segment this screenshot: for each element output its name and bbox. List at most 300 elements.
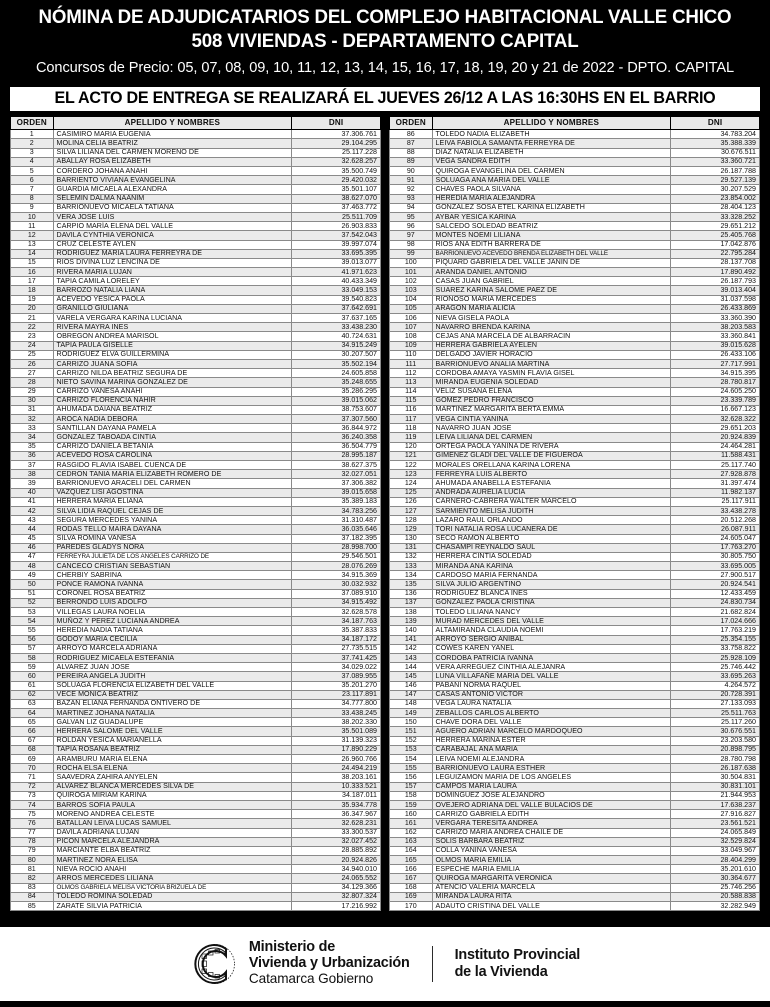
cell-orden: 59 bbox=[11, 663, 54, 672]
cell-orden: 15 bbox=[11, 258, 54, 267]
cell-nombre: AYBAR YESICA KARINA bbox=[432, 212, 671, 221]
cell-nombre: SANTILLAN DAYANA PAMELA bbox=[53, 424, 292, 433]
cell-orden: 8 bbox=[11, 194, 54, 203]
cell-nombre: COLLA YANINA VANESA bbox=[432, 846, 671, 855]
cell-nombre: MOLINA CELIA BEATRIZ bbox=[53, 139, 292, 148]
cell-nombre: ZARATE SILVIA PATRICIA bbox=[53, 902, 292, 911]
cell-orden: 61 bbox=[11, 681, 54, 690]
cell-orden: 145 bbox=[390, 672, 433, 681]
cell-orden: 91 bbox=[390, 176, 433, 185]
cell-dni: 38.203.583 bbox=[671, 323, 760, 332]
cell-nombre: CARABAJAL ANA MARIA bbox=[432, 745, 671, 754]
cell-dni: 32.628.578 bbox=[292, 608, 381, 617]
table-row bbox=[390, 130, 760, 139]
cell-nombre: CORDOBA PATRICIA IVANNA bbox=[432, 653, 671, 662]
table-row bbox=[11, 222, 381, 231]
cell-orden: 70 bbox=[11, 764, 54, 773]
cell-orden: 53 bbox=[11, 608, 54, 617]
cell-orden: 154 bbox=[390, 755, 433, 764]
cell-orden: 110 bbox=[390, 350, 433, 359]
cell-nombre: CHAVE DORA DEL VALLE bbox=[432, 718, 671, 727]
cell-nombre: SOLUAGA ANA MARIA DEL VALLE bbox=[432, 176, 671, 185]
table-row bbox=[390, 791, 760, 800]
cell-nombre: LEIVA FABIOLA SAMANTA FERREYRA DE bbox=[432, 139, 671, 148]
cell-orden: 166 bbox=[390, 865, 433, 874]
cell-nombre: NIEVA GISELA PAOLA bbox=[432, 314, 671, 323]
table-row bbox=[390, 516, 760, 525]
cell-orden: 108 bbox=[390, 332, 433, 341]
cell-dni: 25.117.740 bbox=[671, 461, 760, 470]
table-row bbox=[11, 663, 381, 672]
table-row bbox=[390, 451, 760, 460]
table-row bbox=[11, 442, 381, 451]
cell-nombre: LAZARO RAUL ORLANDO bbox=[432, 516, 671, 525]
ministry-line3: Catamarca Gobierno bbox=[248, 970, 374, 986]
table-row bbox=[390, 552, 760, 561]
table-row bbox=[390, 672, 760, 681]
ipv-line1: Instituto Provincial bbox=[454, 947, 581, 964]
cell-orden: 34 bbox=[11, 433, 54, 442]
cell-dni: 29.651.212 bbox=[671, 222, 760, 231]
cell-orden: 10 bbox=[11, 212, 54, 221]
table-row bbox=[390, 506, 760, 515]
cell-nombre: ALTAMIRANDA CLAUDIA NOEMI bbox=[432, 626, 671, 635]
cell-nombre: GRANILLO GIULIANA bbox=[53, 304, 292, 313]
cell-dni: 33.438.245 bbox=[292, 709, 381, 718]
table-row bbox=[390, 543, 760, 552]
cell-dni: 33.758.822 bbox=[671, 644, 760, 653]
cell-nombre: TOLEDO ROMINA SOLEDAD bbox=[53, 892, 292, 901]
cell-orden: 30 bbox=[11, 396, 54, 405]
cell-orden: 165 bbox=[390, 856, 433, 865]
cell-dni: 31.397.474 bbox=[671, 479, 760, 488]
cell-nombre: ACEVEDO YESICA PAOLA bbox=[53, 295, 292, 304]
cell-orden: 46 bbox=[11, 543, 54, 552]
cell-dni: 30.364.677 bbox=[671, 874, 760, 883]
cell-nombre: SARMIENTO MELISA JUDITH bbox=[432, 506, 671, 515]
cell-orden: 28 bbox=[11, 378, 54, 387]
cell-dni: 27.928.878 bbox=[671, 470, 760, 479]
cell-dni: 36.035.646 bbox=[292, 525, 381, 534]
cell-orden: 124 bbox=[390, 479, 433, 488]
cell-nombre: CANCECO CRISTIAN SEBASTIAN bbox=[53, 562, 292, 571]
table-row bbox=[390, 148, 760, 157]
cell-dni: 32.628.231 bbox=[292, 819, 381, 828]
cell-dni: 24.605.047 bbox=[671, 534, 760, 543]
cell-dni: 33.438.230 bbox=[292, 323, 381, 332]
table-row bbox=[390, 350, 760, 359]
cell-orden: 2 bbox=[11, 139, 54, 148]
table-row bbox=[390, 396, 760, 405]
cell-dni: 30.676.551 bbox=[671, 727, 760, 736]
table-row bbox=[11, 745, 381, 754]
cell-orden: 123 bbox=[390, 470, 433, 479]
cell-orden: 47 bbox=[11, 552, 54, 561]
table-row bbox=[390, 810, 760, 819]
cell-nombre: ARAGON MARIA ALICIA bbox=[432, 304, 671, 313]
cell-nombre: CHAVES PAOLA SILVANA bbox=[432, 185, 671, 194]
cell-orden: 77 bbox=[11, 828, 54, 837]
cell-orden: 126 bbox=[390, 497, 433, 506]
cell-orden: 93 bbox=[390, 194, 433, 203]
cell-dni: 30.207.529 bbox=[671, 185, 760, 194]
cell-dni: 41.971.623 bbox=[292, 268, 381, 277]
cell-nombre: BARRIONUEVO LAURA ESTHER bbox=[432, 764, 671, 773]
cell-dni: 37.307.560 bbox=[292, 415, 381, 424]
table-row bbox=[390, 589, 760, 598]
cell-dni: 29.527.139 bbox=[671, 176, 760, 185]
table-row bbox=[390, 580, 760, 589]
left-table-container bbox=[9, 115, 382, 912]
table-row bbox=[390, 433, 760, 442]
cell-nombre: DOMINGUEZ JOSE ALEJANDRO bbox=[432, 791, 671, 800]
cell-orden: 128 bbox=[390, 516, 433, 525]
table-row bbox=[11, 626, 381, 635]
cell-orden: 136 bbox=[390, 589, 433, 598]
cell-dni: 23.117.891 bbox=[292, 690, 381, 699]
table-row bbox=[390, 865, 760, 874]
table-row bbox=[390, 249, 760, 258]
table-row bbox=[11, 240, 381, 249]
cell-orden: 76 bbox=[11, 819, 54, 828]
table-row bbox=[11, 699, 381, 708]
table-row bbox=[390, 176, 760, 185]
table-row bbox=[11, 653, 381, 662]
cell-dni: 39.015.658 bbox=[292, 488, 381, 497]
cell-nombre: NAVARRO JUAN JOSE bbox=[432, 424, 671, 433]
cell-nombre: PEREIRA ANGELA JUDITH bbox=[53, 672, 292, 681]
table-row bbox=[390, 461, 760, 470]
cell-orden: 106 bbox=[390, 314, 433, 323]
cell-orden: 98 bbox=[390, 240, 433, 249]
cell-dni: 37.089.955 bbox=[292, 672, 381, 681]
cell-dni: 34.915.492 bbox=[292, 598, 381, 607]
cell-nombre: MIRANDA ANA KARINA bbox=[432, 562, 671, 571]
cell-orden: 127 bbox=[390, 506, 433, 515]
cell-orden: 82 bbox=[11, 874, 54, 883]
cell-dni: 25.511.709 bbox=[292, 212, 381, 221]
cell-nombre: QUIROGA EVANGELINA DEL CARMEN bbox=[432, 167, 671, 176]
table-row bbox=[11, 203, 381, 212]
cell-nombre: ARROYO SERGIO ANIBAL bbox=[432, 635, 671, 644]
table-row bbox=[11, 295, 381, 304]
cell-dni: 25.405.768 bbox=[671, 231, 760, 240]
cell-orden: 63 bbox=[11, 699, 54, 708]
cell-nombre: CARRIZO DANIELA BETANIA bbox=[53, 442, 292, 451]
cell-nombre: LEIVA LILIANA DEL CARMEN bbox=[432, 433, 671, 442]
left-table-body bbox=[11, 130, 381, 911]
cell-nombre: MIRANDA EUGENIA SOLEDAD bbox=[432, 378, 671, 387]
cell-nombre: CEJAS ANA MARCELA DE ALBARRACIN bbox=[432, 332, 671, 341]
cell-dni: 34.187.011 bbox=[292, 791, 381, 800]
cell-nombre: CARRIZO VANESA ANAHI bbox=[53, 387, 292, 396]
cell-nombre: VELIZ SUSANA ELENA bbox=[432, 387, 671, 396]
table-row bbox=[11, 791, 381, 800]
table-row bbox=[390, 653, 760, 662]
cell-orden: 111 bbox=[390, 359, 433, 368]
cell-orden: 162 bbox=[390, 828, 433, 837]
table-row bbox=[11, 369, 381, 378]
cell-orden: 119 bbox=[390, 433, 433, 442]
cell-orden: 17 bbox=[11, 277, 54, 286]
ipv-line2: de la Vivienda bbox=[454, 963, 548, 980]
cell-orden: 32 bbox=[11, 415, 54, 424]
cell-orden: 160 bbox=[390, 810, 433, 819]
table-row bbox=[390, 479, 760, 488]
cell-dni: 12.433.459 bbox=[671, 589, 760, 598]
cell-nombre: GONZALEZ SOSA ETEL KARINA ELIZABETH bbox=[432, 203, 671, 212]
cell-orden: 16 bbox=[11, 268, 54, 277]
cell-dni: 23.854.002 bbox=[671, 194, 760, 203]
cell-dni: 39.015.628 bbox=[671, 341, 760, 350]
cell-nombre: MONTES NOEMI LILIANA bbox=[432, 231, 671, 240]
cell-dni: 22.795.284 bbox=[671, 249, 760, 258]
cell-orden: 150 bbox=[390, 718, 433, 727]
table-row bbox=[11, 709, 381, 718]
table-row bbox=[390, 755, 760, 764]
cell-dni: 23.203.580 bbox=[671, 736, 760, 745]
table-row bbox=[11, 589, 381, 598]
cell-dni: 31.037.598 bbox=[671, 295, 760, 304]
cell-orden: 102 bbox=[390, 277, 433, 286]
table-row bbox=[390, 415, 760, 424]
table-row bbox=[11, 764, 381, 773]
cell-dni: 29.546.501 bbox=[292, 552, 381, 561]
table-row bbox=[390, 709, 760, 718]
poster-header bbox=[0, 0, 770, 81]
table-row bbox=[390, 387, 760, 396]
cell-dni: 27.133.093 bbox=[671, 699, 760, 708]
cell-dni: 36.844.972 bbox=[292, 424, 381, 433]
cell-dni: 25.117.228 bbox=[292, 148, 381, 157]
table-row bbox=[390, 626, 760, 635]
cell-orden: 5 bbox=[11, 167, 54, 176]
cell-dni: 26.187.638 bbox=[671, 764, 760, 773]
cell-dni: 39.015.062 bbox=[292, 396, 381, 405]
cell-nombre: ANDRADA AURELIA LUCIA bbox=[432, 488, 671, 497]
cell-nombre: SILVA LIDIA RAQUEL CEJAS DE bbox=[53, 506, 292, 515]
cell-dni: 23.339.789 bbox=[671, 396, 760, 405]
cell-nombre: OVEJERO ADRIANA DEL VALLE BULACIOS DE bbox=[432, 800, 671, 809]
table-row bbox=[11, 359, 381, 368]
cell-dni: 32.282.949 bbox=[671, 902, 760, 911]
cell-nombre: COWES KAREN YANEL bbox=[432, 644, 671, 653]
cell-nombre: ZEBALLOS CARLOS ALBERTO bbox=[432, 709, 671, 718]
cell-nombre: VERA ARREGUEZ CINTHIA ALEJANRA bbox=[432, 663, 671, 672]
cell-orden: 89 bbox=[390, 157, 433, 166]
table-row bbox=[11, 451, 381, 460]
cell-dni: 23.561.521 bbox=[671, 819, 760, 828]
cell-dni: 35.389.183 bbox=[292, 497, 381, 506]
cell-nombre: RODRIGUEZ ELVA GUILLERMINA bbox=[53, 350, 292, 359]
cell-dni: 34.777.800 bbox=[292, 699, 381, 708]
cell-orden: 99 bbox=[390, 249, 433, 258]
table-row bbox=[390, 837, 760, 846]
cell-orden: 125 bbox=[390, 488, 433, 497]
cell-orden: 74 bbox=[11, 800, 54, 809]
cell-nombre: AHUMADA DAIANA BEATRIZ bbox=[53, 405, 292, 414]
cell-orden: 58 bbox=[11, 653, 54, 662]
table-row bbox=[390, 424, 760, 433]
cell-dni: 11.588.431 bbox=[671, 451, 760, 460]
cell-nombre: BAZAN ELIANA FERNANDA ONTIVERO DE bbox=[53, 699, 292, 708]
table-row bbox=[11, 543, 381, 552]
cell-dni: 32.027.051 bbox=[292, 470, 381, 479]
cell-dni: 30.805.750 bbox=[671, 552, 760, 561]
cell-orden: 115 bbox=[390, 396, 433, 405]
cell-nombre: DAVILA ADRIANA LUJAN bbox=[53, 828, 292, 837]
cell-nombre: TOLEDO NADIA ELIZABETH bbox=[432, 130, 671, 139]
cell-nombre: CARRIZO MARIA ANDREA CHAILE DE bbox=[432, 828, 671, 837]
cell-dni: 28.076.269 bbox=[292, 562, 381, 571]
cell-nombre: SAAVEDRA ZAHIRA ANYELEN bbox=[53, 773, 292, 782]
cell-orden: 163 bbox=[390, 837, 433, 846]
cell-nombre: VERA JOSE LUIS bbox=[53, 212, 292, 221]
cell-orden: 56 bbox=[11, 635, 54, 644]
table-row bbox=[11, 892, 381, 901]
announcement-text: EL ACTO DE ENTREGA SE REALIZARÁ EL JUEVES 26/12 A LAS 16:30HS EN EL BARRIO bbox=[54, 88, 716, 108]
cell-dni: 17.024.666 bbox=[671, 617, 760, 626]
cell-dni: 36.347.967 bbox=[292, 810, 381, 819]
cell-orden: 48 bbox=[11, 562, 54, 571]
cell-nombre: GIMENEZ GLADI DEL VALLE DE FIGUEROA bbox=[432, 451, 671, 460]
cell-orden: 129 bbox=[390, 525, 433, 534]
cell-dni: 20.728.391 bbox=[671, 690, 760, 699]
table-row bbox=[11, 902, 381, 911]
cell-nombre: CHERBIY SABRINA bbox=[53, 571, 292, 580]
cell-orden: 79 bbox=[11, 846, 54, 855]
table-row bbox=[11, 148, 381, 157]
cell-dni: 30.831.101 bbox=[671, 782, 760, 791]
cell-dni: 37.463.772 bbox=[292, 203, 381, 212]
cell-nombre: BARRIENTO VIVIANA EVANGELINA bbox=[53, 176, 292, 185]
cell-nombre: VEGA SANDRA EDITH bbox=[432, 157, 671, 166]
table-row bbox=[11, 323, 381, 332]
table-row bbox=[390, 718, 760, 727]
table-row bbox=[11, 617, 381, 626]
cell-dni: 28.885.892 bbox=[292, 846, 381, 855]
cell-orden: 170 bbox=[390, 902, 433, 911]
cell-nombre: GONZALEZ PAOLA CRISTINA bbox=[432, 598, 671, 607]
cell-orden: 164 bbox=[390, 846, 433, 855]
cell-dni: 35.387.833 bbox=[292, 626, 381, 635]
cell-orden: 148 bbox=[390, 699, 433, 708]
cell-orden: 25 bbox=[11, 350, 54, 359]
cell-nombre: TAPIA ROSANA BEATRIZ bbox=[53, 745, 292, 754]
cell-orden: 107 bbox=[390, 323, 433, 332]
table-row bbox=[11, 883, 381, 892]
cell-orden: 4 bbox=[11, 157, 54, 166]
table-row bbox=[11, 139, 381, 148]
cell-nombre: CORDERO JOHANA ANAHI bbox=[53, 167, 292, 176]
table-row bbox=[11, 249, 381, 258]
cell-orden: 120 bbox=[390, 442, 433, 451]
table-row bbox=[390, 598, 760, 607]
cell-nombre: CORONEL ROSA BEATRIZ bbox=[53, 589, 292, 598]
cell-nombre: LUNA VILLAFAÑE MARIA DEL VALLE bbox=[432, 672, 671, 681]
right-table bbox=[389, 116, 760, 911]
cell-nombre: MARCIANTE ELBA BEATRIZ bbox=[53, 846, 292, 855]
table-header-row bbox=[390, 116, 760, 129]
cell-orden: 42 bbox=[11, 506, 54, 515]
cell-nombre: SILVA LILIANA DEL CARMEN MORENO DE bbox=[53, 148, 292, 157]
cell-dni: 33.360.721 bbox=[671, 157, 760, 166]
cell-dni: 17.763.219 bbox=[671, 626, 760, 635]
cell-dni: 35.502.194 bbox=[292, 359, 381, 368]
cell-nombre: CASIMIRO MARIA EUGENIA bbox=[53, 130, 292, 139]
cell-orden: 147 bbox=[390, 690, 433, 699]
cell-dni: 34.029.022 bbox=[292, 663, 381, 672]
table-row bbox=[390, 782, 760, 791]
ipv-name bbox=[455, 947, 581, 979]
cell-nombre: CAMPOS MARIA LAURA bbox=[432, 782, 671, 791]
cell-orden: 121 bbox=[390, 451, 433, 460]
cell-orden: 135 bbox=[390, 580, 433, 589]
cell-dni: 26.087.911 bbox=[671, 525, 760, 534]
cell-orden: 19 bbox=[11, 295, 54, 304]
cell-dni: 37.089.910 bbox=[292, 589, 381, 598]
table-row bbox=[11, 167, 381, 176]
table-row bbox=[11, 534, 381, 543]
table-row bbox=[390, 745, 760, 754]
cell-nombre: BARROS SOFIA PAULA bbox=[53, 800, 292, 809]
table-row bbox=[390, 874, 760, 883]
cell-dni: 21.682.824 bbox=[671, 608, 760, 617]
cell-orden: 7 bbox=[11, 185, 54, 194]
table-row bbox=[11, 157, 381, 166]
cell-dni: 32.628.322 bbox=[671, 415, 760, 424]
cell-orden: 144 bbox=[390, 663, 433, 672]
cell-dni: 25.354.155 bbox=[671, 635, 760, 644]
cell-dni: 26.903.833 bbox=[292, 222, 381, 231]
cell-nombre: HERRERA CINTIA SOLEDAD bbox=[432, 552, 671, 561]
cell-dni: 33.360.841 bbox=[671, 332, 760, 341]
cell-nombre: HERRERA MARINA ESTER bbox=[432, 736, 671, 745]
table-row bbox=[11, 856, 381, 865]
cell-nombre: ORTEGA PAOLA YANINA DE RIVERA bbox=[432, 442, 671, 451]
cell-orden: 157 bbox=[390, 782, 433, 791]
cell-nombre: BARROZO NATALIA LIANA bbox=[53, 286, 292, 295]
table-row bbox=[390, 764, 760, 773]
cell-orden: 36 bbox=[11, 451, 54, 460]
table-row bbox=[390, 644, 760, 653]
cell-nombre: MARTINEZ NORA ELISA bbox=[53, 856, 292, 865]
cell-dni: 35.201.610 bbox=[671, 865, 760, 874]
cell-nombre: ROLDAN YESICA MARIANELLA bbox=[53, 736, 292, 745]
cell-dni: 17.042.876 bbox=[671, 240, 760, 249]
cell-nombre: RODRIGUEZ MICAELA ESTEFANIA bbox=[53, 653, 292, 662]
table-row bbox=[11, 552, 381, 561]
cell-dni: 33.049.967 bbox=[671, 846, 760, 855]
cell-orden: 114 bbox=[390, 387, 433, 396]
cell-nombre: BARRIONUEVO ACEVEDO BRENDA ELIZABETH DEL VALLE bbox=[432, 249, 671, 258]
cell-dni: 35.388.339 bbox=[671, 139, 760, 148]
cell-orden: 51 bbox=[11, 589, 54, 598]
table-row bbox=[11, 516, 381, 525]
cell-orden: 39 bbox=[11, 479, 54, 488]
table-row bbox=[11, 387, 381, 396]
table-row bbox=[390, 231, 760, 240]
table-row bbox=[11, 727, 381, 736]
cell-orden: 155 bbox=[390, 764, 433, 773]
table-row bbox=[390, 562, 760, 571]
cell-orden: 68 bbox=[11, 745, 54, 754]
cell-orden: 18 bbox=[11, 286, 54, 295]
cell-nombre: MARTINEZ JOHANA NATALIA bbox=[53, 709, 292, 718]
table-row bbox=[11, 194, 381, 203]
cell-nombre: RODAS TELLO MAIRA DAYANA bbox=[53, 525, 292, 534]
cell-orden: 24 bbox=[11, 341, 54, 350]
